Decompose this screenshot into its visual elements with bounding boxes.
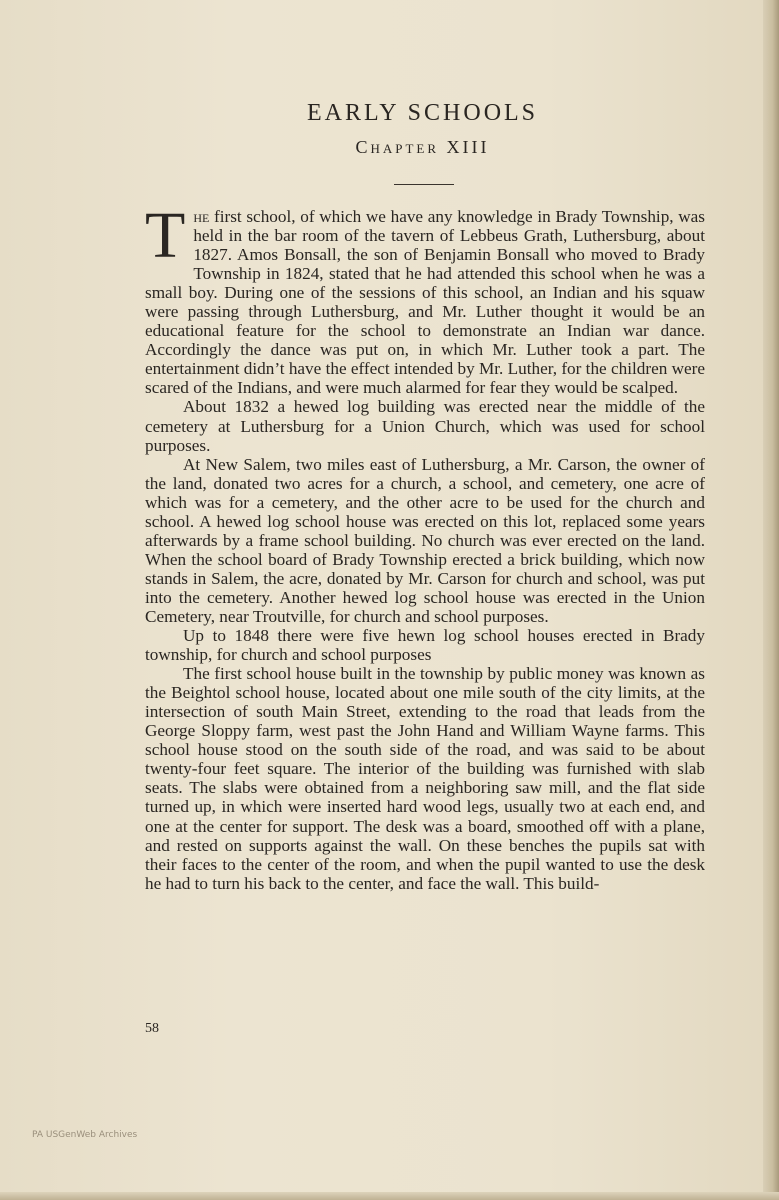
drop-cap: T xyxy=(145,199,186,272)
paragraph-4: Up to 1848 there were five hewn log school houses erected in Brady township, for church and school purposes xyxy=(145,626,705,665)
archive-watermark: PA USGenWeb Archives xyxy=(32,1130,138,1140)
paragraph-2: About 1832 a hewed log building was erected near the middle of the cemetery at Luthersburg for a Union Church, which was used for school purposes. xyxy=(145,397,705,455)
page-number: 58 xyxy=(145,1021,159,1036)
page-edge-shadow xyxy=(763,0,779,1200)
chapter-title: EARLY SCHOOLS xyxy=(306,100,539,126)
lead-smallcaps: he xyxy=(193,207,210,226)
body-text xyxy=(145,199,705,893)
paragraph-3: At New Salem, two miles east of Luthersburg, a Mr. Carson, the owner of the land, donated two acres for a church, a school, and cemetery, one acre of which was for a cemetery, and the other acre to be used for the church and school. A hewed log school house was erected on this lot, replaced some years afterwards by a frame school building. No church was ever erected on the land. When the school board of Brady Township erected a brick building, which now stands in Salem, the acre, donated by Mr. Carson for church and school, was put into the cemetery. Another hewed log school house was erected in the Union Cemetery, near Troutville, for church and school purposes. xyxy=(145,454,705,626)
paragraph-1-text: first school, of which we have any knowledge in Brady Township, was held in the bar room of the tavern of Lebbeus Grath, Luthersburg, about 1827. Amos Bonsall, the son of Benjamin Bonsall who moved to Brady Township in 1824, stated that he had attended this school when he was a small boy. During one of the sessions of this school, an Indian and his squaw were passing through Luthersburg, and Mr. Luther thought it would be an educational feature for the school to demonstrate an Indian war dance. Accordingly the dance was put on, in which Mr. Luther took a part. The entertainment didn’t have the effect intended by Mr. Luther, for the children were scared of the Indians, and were much alarmed for fear they would be scalped. xyxy=(145,207,705,398)
page-bottom-edge xyxy=(0,1192,779,1200)
title-divider xyxy=(394,184,454,185)
paragraph-5: The first school house built in the township by public money was known as the Beightol school house, located about one mile south of the city limits, at the intersection of south Main Street, extending to the road that leads from the George Sloppy farm, west past the John Hand and William Wayne farms. This school house stood on the south side of the road, and was said to be about twenty-four feet square. The interior of the building was furnished with slab seats. The slabs were obtained from a neighboring saw mill, and the flat side turned up, in which were inserted hard wood legs, usually two at each end, and one at the center for support. The desk was a board, smoothed off with a plane, and rested on supports against the wall. On these benches the pupils sat with their faces to the center of the room, and when the pupil wanted to use the desk he had to turn his back to the center, and face the wall. This build- xyxy=(145,664,705,893)
chapter-number: Chapter XIII xyxy=(355,137,490,157)
paragraph-1 xyxy=(145,199,705,398)
